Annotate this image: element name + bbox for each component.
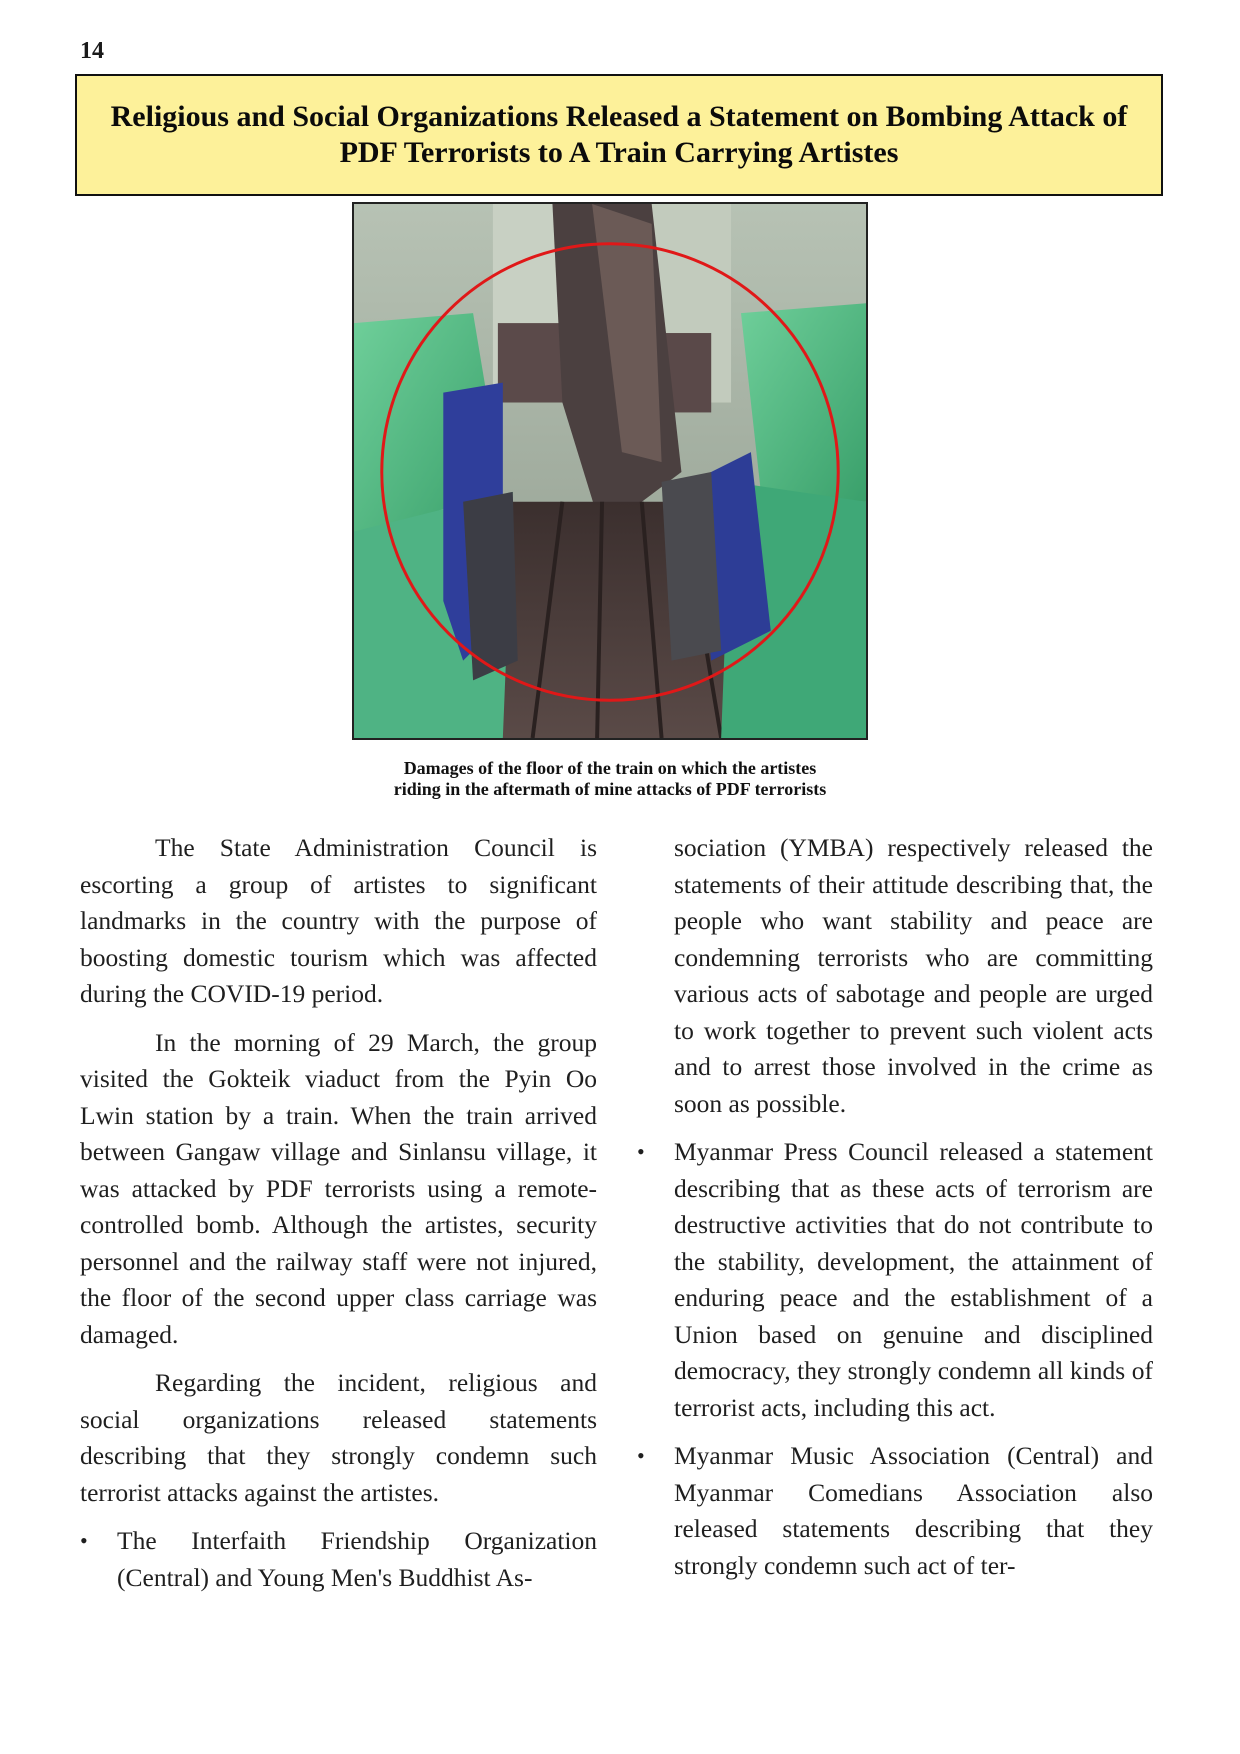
- caption-line-1: Damages of the floor of the train on which the artistes: [403, 758, 817, 778]
- article-paragraph-continued: sociation (YMBA) respectively released the statements of their attitude describing that, the people who want stability and peace are condemning terrorists who are committing various acts of sabotage and people are urged to work together to prevent such violent acts and to arrest those involved in the crime as soon as possible.: [674, 833, 1153, 1118]
- list-item: [637, 1134, 1153, 1426]
- list-item-text: Myanmar Music Association (Central) and Myanmar Comedians Association also released statements describing that they strongly condemn such act of ter-: [674, 1441, 1153, 1580]
- article-paragraph: In the morning of 29 March, the group visited the Gokteik viaduct from the Pyin Oo Lwin station by a train. When the train arrived between Gangaw village and Sinlansu village, it was attacked by PDF terrorists using a remote-controlled bomb. Although the artistes, security personnel and the railway staff were not injured, the floor of the second upper class carriage was damaged.: [80, 1027, 597, 1349]
- bullet-icon: •: [80, 1528, 88, 1553]
- article-column-left: [80, 830, 597, 1608]
- statement-list: [80, 1523, 597, 1596]
- title-banner: [75, 74, 1163, 196]
- page-title: Religious and Social Organizations Released a Statement on Bombing Attack of PDF Terrorists to A Train Carrying Artistes: [110, 100, 1128, 169]
- article-column-right: [637, 830, 1153, 1596]
- page-number: 14: [80, 38, 104, 64]
- train-interior-image: [354, 204, 866, 738]
- bullet-icon: •: [637, 1443, 645, 1468]
- caption-line-2: riding in the aftermath of mine attacks of PDF terrorists: [393, 779, 827, 799]
- train-damage-photo: [352, 202, 868, 740]
- list-item-text: The Interfaith Friendship Organization (Central) and Young Men's Buddhist As-: [117, 1526, 597, 1592]
- list-item: [80, 1523, 597, 1596]
- article-paragraph: Regarding the incident, religious and social organizations released statements describing that they strongly condemn such terrorist attacks against the artistes.: [80, 1368, 597, 1507]
- figure-caption: [300, 758, 920, 800]
- statement-list: [637, 1134, 1153, 1584]
- list-item: [637, 1438, 1153, 1584]
- article-paragraph: The State Administration Council is escorting a group of artistes to significant landmarks in the country with the purpose of boosting domestic tourism which was affected during the COVID-19 period.: [80, 833, 597, 1008]
- bullet-icon: •: [637, 1139, 645, 1164]
- list-item-text: Myanmar Press Council released a statement describing that as these acts of terrorism are destructive activities that do not contribute to the stability, development, the attainment of enduring peace and the establishment of a Union based on genuine and disciplined democracy, they strongly condemn all kinds of terrorist acts, including this act.: [674, 1137, 1153, 1422]
